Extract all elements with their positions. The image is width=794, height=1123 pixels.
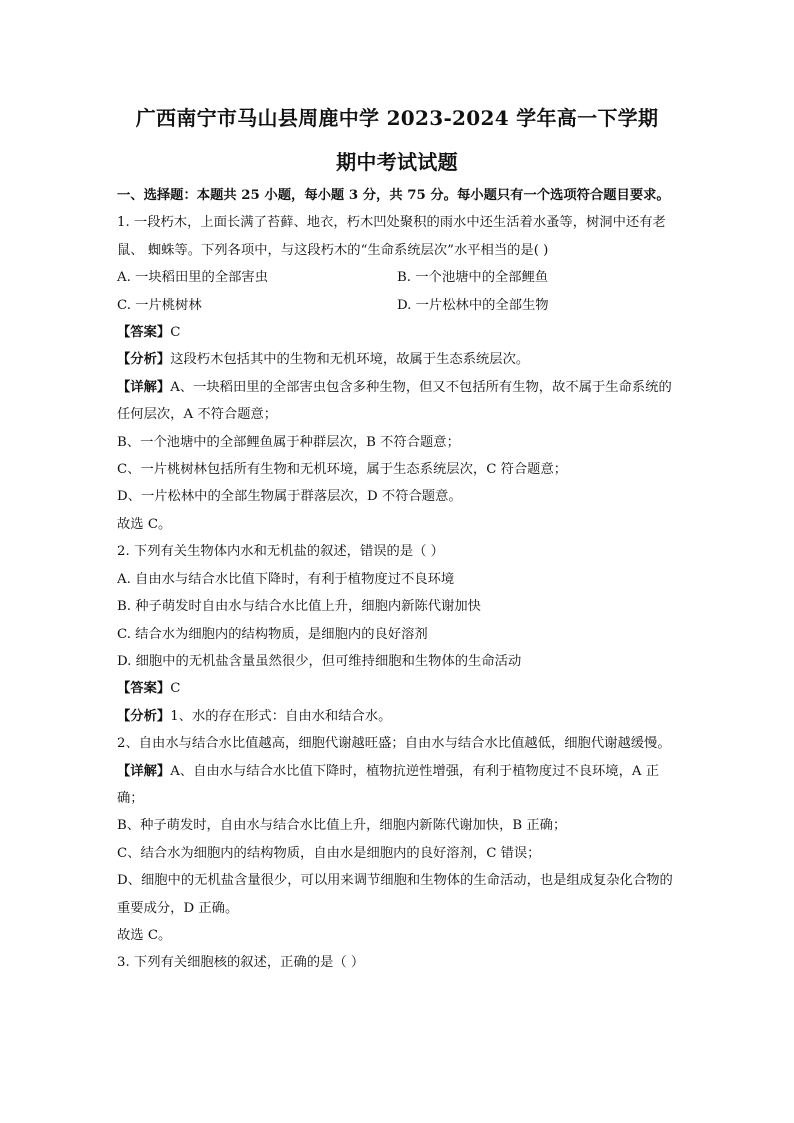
question-3 [117,949,677,976]
question-1-option-c: C. 一片桃树林 [117,297,202,313]
analysis-tag: 【分析】 [117,708,171,724]
detail-tag: 【详解】 [117,379,171,395]
question-2-option-a: A. 自由水与结合水比值下降时，有利于植物度过不良环境 [117,571,455,587]
question-1-options [117,264,677,319]
answer-tag: 【答案】 [117,325,171,341]
detail-tag: 【详解】 [117,763,171,779]
document-title-line2: 期中考试试题 [336,150,458,174]
question-1-option-a: A. 一块稻田里的全部害虫 [117,270,269,286]
analysis-text: 1、水的存在形式：自由水和结合水。 [170,708,392,724]
question-1-analysis [117,346,677,373]
question-2-analysis-1 [117,703,677,730]
question-1-option-b: B. 一个池塘中的全部鲤鱼 [397,270,549,286]
question-2-detail-a [117,758,677,813]
question-2-detail-d: D、细胞中的无机盐含量很少，可以用来调节细胞和生物体的生命活动，也是组成复杂化合物的重要成分，D 正确。 [117,873,673,916]
question-2-option-b: B. 种子萌发时自由水与结合水比值上升，细胞内新陈代谢加快 [117,599,481,615]
analysis-text: 这段朽木包括其中的生物和无机环境，故属于生态系统层次。 [170,352,530,368]
question-2-conclusion: 故选 C。 [117,927,172,943]
question-1-detail-b: B、一个池塘中的全部鲤鱼属于种群层次，B 不符合题意； [117,434,460,450]
question-1-stem: 1. 一段朽木，上面长满了苔藓、地衣，朽木凹处聚积的雨水中还生活着水蚤等，树洞中还有老鼠、 蜘蛛等。下列各项中，与这段朽木的“生命系统层次”水平相当的是( ) [117,215,666,258]
document-title-line1: 广西南宁市马山县周鹿中学 2023-2024 学年高一下学期 [135,106,659,130]
section-header: 一、选择题：本题共 25 小题，每小题 3 分，共 75 分。每小题只有一个选项符合题目要求。 [117,188,670,203]
question-2-stem: 2. 下列有关生物体内水和无机盐的叙述，错误的是（ ） [117,544,444,560]
question-1 [117,209,677,538]
question-1-detail-d: D、一片松林中的全部生物属于群落层次，D 不符合题意。 [117,489,462,505]
analysis-tag: 【分析】 [117,352,171,368]
question-2-answer [117,675,677,702]
detail-text: A、一块稻田里的全部害虫包含多种生物，但又不包括所有生物，故不属于生命系统的任何层次，A 不符合题意； [117,379,672,423]
question-1-answer [117,319,677,346]
answer-value: C [170,325,181,341]
answer-tag: 【答案】 [117,681,171,697]
question-1-detail-c: C、一片桃树林包括所有生物和无机环境，属于生态系统层次，C 符合题意； [117,462,568,478]
question-3-stem: 3. 下列有关细胞核的叙述，正确的是（ ） [117,955,365,971]
question-2-detail-c: C、结合水为细胞内的结构物质，自由水是细胞内的良好溶剂，C 错误； [117,845,541,861]
question-1-option-d: D. 一片松林中的全部生物 [397,297,549,313]
question-2-option-c: C. 结合水为细胞内的结构物质，是细胞内的良好溶剂 [117,626,428,642]
question-1-detail-a [117,374,677,429]
question-2 [117,538,677,949]
question-2-detail-b: B、种子萌发时，自由水与结合水比值上升，细胞内新陈代谢加快，B 正确； [117,818,567,834]
detail-text: A、自由水与结合水比值下降时，植物抗逆性增强，有利于植物度过不良环境，A 正确； [117,763,660,806]
answer-value: C [170,681,181,697]
question-1-conclusion: 故选 C。 [117,516,172,532]
question-2-analysis-2: 2、自由水与结合水比值越高，细胞代谢越旺盛；自由水与结合水比值越低，细胞代谢越缓慢。 [117,736,671,752]
question-2-option-d: D. 细胞中的无机盐含量虽然很少，但可维持细胞和生物体的生命活动 [117,653,522,669]
